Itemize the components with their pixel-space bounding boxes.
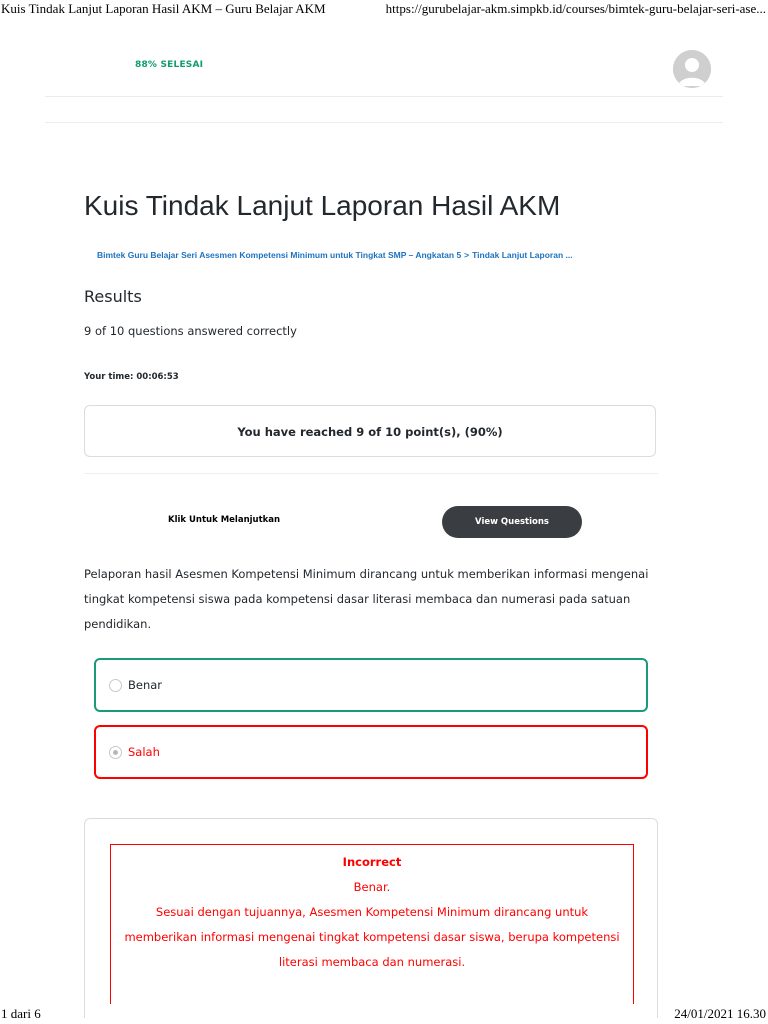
breadcrumb-separator: > [464, 250, 470, 260]
answer-option-salah[interactable] [94, 725, 648, 779]
answer-label: Salah [128, 745, 160, 759]
header-divider [45, 122, 723, 123]
breadcrumb-link-course[interactable]: Bimtek Guru Belajar Seri Asesmen Kompetensi Minimum untuk Tingkat SMP – Angkatan 5 [97, 250, 462, 260]
radio-unchecked-icon[interactable] [109, 679, 122, 692]
breadcrumb-link-lesson[interactable]: Tindak Lanjut Laporan ... [472, 250, 573, 260]
print-header-url: https://gurubelajar-akm.simpkb.id/courses/bimtek-guru-belajar-seri-ase... [385, 1, 766, 16]
course-progress-text: 88% SELESAI [135, 60, 204, 70]
user-avatar-icon[interactable] [673, 50, 711, 88]
print-header [0, 0, 768, 18]
quiz-time-text: Your time: 00:06:53 [84, 372, 179, 382]
feedback-line: memberikan informasi mengenai tingkat kompetensi dasar siswa, berupa kompetensi [124, 930, 620, 944]
feedback-panel [84, 818, 658, 1018]
feedback-line: literasi membaca dan numerasi. [278, 955, 466, 969]
print-page-number: 1 dari 6 [1, 1006, 41, 1021]
answer-label: Benar [128, 678, 163, 692]
feedback-line: Sesuai dengan tujuannya, Asesmen Kompetensi Minimum dirancang untuk [155, 905, 589, 919]
results-title: Results [84, 287, 142, 306]
answer-option-benar[interactable] [94, 658, 648, 712]
view-questions-button[interactable]: View Questions [442, 506, 582, 538]
results-divider [84, 473, 658, 474]
feedback-answer: Benar. [353, 880, 391, 894]
feedback-heading: Incorrect [342, 855, 402, 869]
print-datetime: 24/01/2021 16.30 [674, 1006, 766, 1021]
feedback-message [110, 844, 634, 1004]
print-footer [0, 1006, 768, 1024]
print-header-title: Kuis Tindak Lanjut Laporan Hasil AKM – Guru Belajar AKM [1, 1, 326, 16]
question-text: Pelaporan hasil Asesmen Kompetensi Minimum dirancang untuk memberikan informasi mengenai tingkat kompetensi siswa pada kompetensi dasar literasi membaca dan numerasi pada satuan pendidikan. [84, 567, 649, 631]
questions-answered-text: 9 of 10 questions answered correctly [84, 324, 297, 338]
continue-link[interactable]: Klik Untuk Melanjutkan [168, 515, 281, 525]
breadcrumb [97, 250, 573, 260]
radio-checked-icon[interactable] [109, 746, 122, 759]
course-topbar [45, 40, 723, 97]
page-title: Kuis Tindak Lanjut Laporan Hasil AKM [84, 190, 561, 221]
points-summary-box: You have reached 9 of 10 point(s), (90%) [84, 405, 656, 457]
